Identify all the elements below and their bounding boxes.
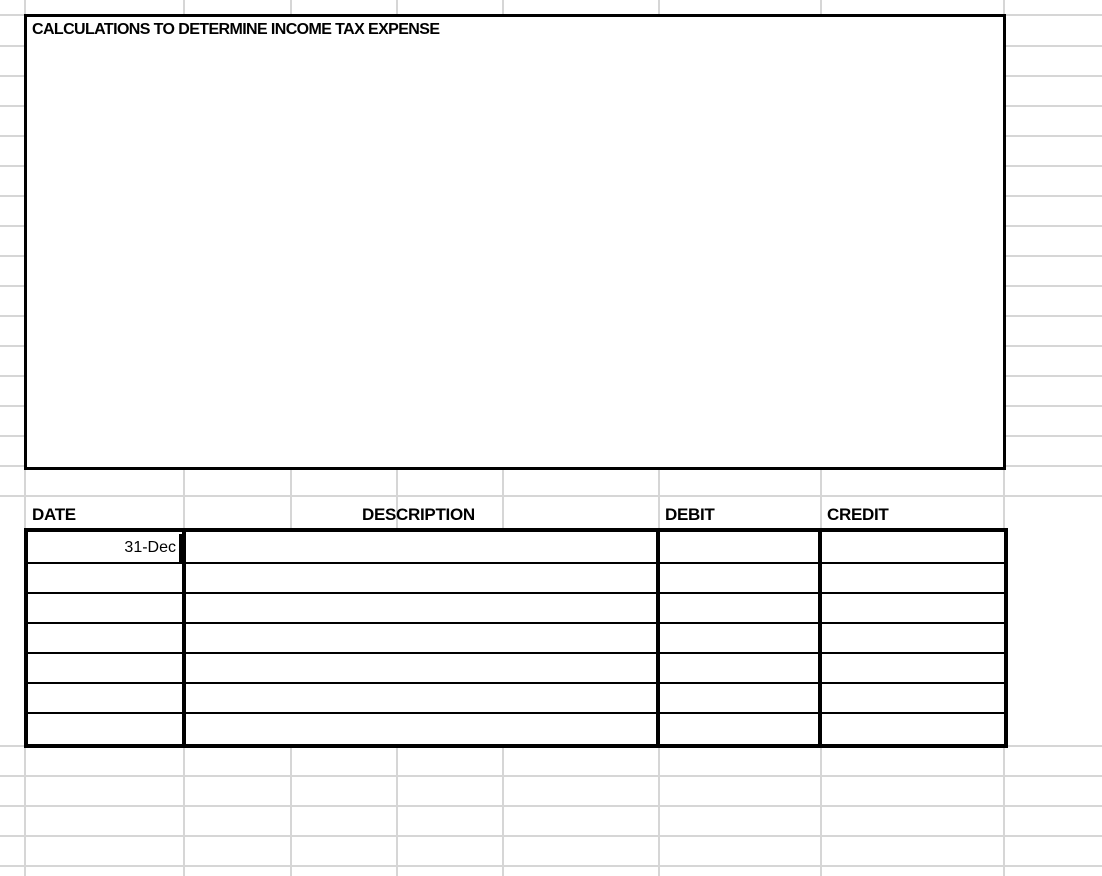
gridline-horizontal [0,805,1102,807]
journal-row-5-date[interactable] [28,654,180,682]
calculation-area[interactable] [24,14,1006,470]
journal-row-6-description[interactable] [188,684,654,712]
journal-row-6-debit[interactable] [662,684,816,712]
journal-row-7-credit[interactable] [824,714,998,742]
journal-row-4-description[interactable] [188,624,654,652]
journal-row-2-date[interactable] [28,564,180,592]
gridline-horizontal [0,835,1102,837]
journal-row-2-description[interactable] [188,564,654,592]
journal-row-4-date[interactable] [28,624,180,652]
column-divider [182,528,186,748]
journal-row-1-debit[interactable] [662,534,816,562]
journal-row-2-credit[interactable] [824,564,998,592]
journal-row-6-credit[interactable] [824,684,998,712]
gridline-horizontal [0,865,1102,867]
date-header: DATE [32,505,76,524]
journal-row-3-date[interactable] [28,594,180,622]
journal-row-3-debit[interactable] [662,594,816,622]
journal-row-7-date[interactable] [28,714,180,742]
cell-selection-edge [179,534,182,562]
journal-row-1-date[interactable] [28,534,176,562]
credit-header: CREDIT [827,505,889,524]
journal-row-5-credit[interactable] [824,654,998,682]
journal-row-1-credit[interactable] [824,534,998,562]
journal-row-2-debit[interactable] [662,564,816,592]
journal-row-1-description[interactable] [188,534,654,562]
journal-row-5-debit[interactable] [662,654,816,682]
gridline-horizontal [0,495,1102,497]
journal-row-3-description[interactable] [188,594,654,622]
journal-row-6-date[interactable] [28,684,180,712]
calculation-title: CALCULATIONS TO DETERMINE INCOME TAX EXPENSE [32,21,440,38]
journal-row-5-description[interactable] [188,654,654,682]
gridline-horizontal [0,775,1102,777]
date-value: 31-Dec [124,539,176,556]
debit-header: DEBIT [665,505,715,524]
column-divider [818,528,822,748]
description-header: DESCRIPTION [362,505,475,524]
journal-row-4-credit[interactable] [824,624,998,652]
column-divider [656,528,660,748]
journal-row-7-debit[interactable] [662,714,816,742]
journal-row-3-credit[interactable] [824,594,998,622]
journal-row-7-description[interactable] [188,714,654,742]
journal-row-4-debit[interactable] [662,624,816,652]
